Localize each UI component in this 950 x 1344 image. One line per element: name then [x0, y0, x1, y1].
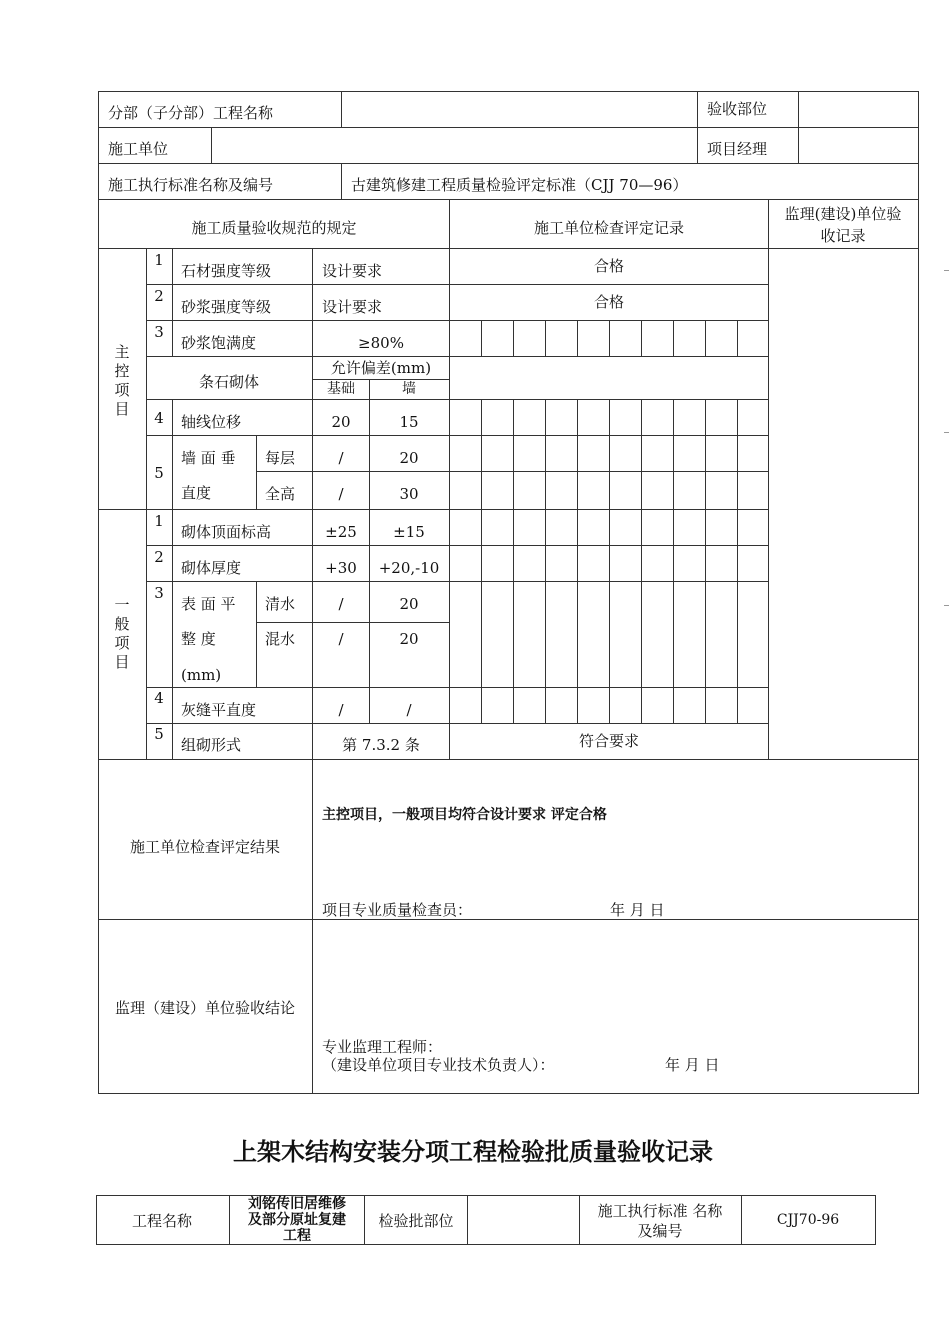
per-floor-wall: 20	[399, 449, 419, 467]
main-item-3-name: 砂浆饱满度	[181, 334, 257, 352]
general-item-2-name: 砌体厚度	[181, 559, 242, 577]
foundation-label: 基础	[327, 381, 355, 397]
next-standard-label-line1: 施工执行标准 名称	[597, 1202, 723, 1220]
per-floor-label: 每层	[265, 449, 296, 467]
supervision-header-line1: 监理(建设)单位验	[784, 205, 902, 223]
general-item-5-req: 第 7.3.2 条	[342, 736, 420, 754]
main-item-4-wall: 15	[399, 413, 419, 431]
general-item-1-wall: ±15	[393, 523, 425, 541]
general-item-5-name: 组砌形式	[181, 736, 242, 754]
general-item-3-name-line2: 整 度	[181, 630, 216, 648]
check-record-column-header: 施工单位检查评定记录	[533, 219, 685, 237]
wall-label: 墙	[402, 381, 416, 397]
result-text: 主控项目，一般项目均符合设计要求 评定合格	[322, 807, 607, 823]
main-item-1-name: 石材强度等级	[181, 262, 272, 280]
general-item-1-no: 1	[154, 512, 164, 530]
main-item-4-foundation: 20	[331, 413, 351, 431]
main-item-1-no: 1	[154, 251, 164, 269]
result-date: 年 月 日	[610, 901, 665, 919]
main-item-2-result: 合格	[593, 293, 625, 311]
main-group-label: 主控项目	[114, 343, 130, 418]
general-item-5-no: 5	[154, 725, 164, 743]
main-item-3-req: ≥80%	[358, 334, 404, 352]
next-standard-label-line2: 及编号	[637, 1222, 683, 1240]
conclusion-date: 年 月 日	[665, 1056, 720, 1074]
general-item-1-name: 砌体顶面标高	[181, 523, 272, 541]
next-project-value-line2: 及部分原址复建	[248, 1212, 346, 1228]
general-item-3-name-line1: 表 面 平	[181, 595, 236, 613]
next-project-value-line3: 工程	[283, 1228, 311, 1244]
clear-water-label: 清水	[265, 595, 296, 613]
conclusion-label: 监理（建设）单位验收结论	[114, 999, 296, 1017]
full-height-foundation: /	[338, 485, 344, 503]
general-item-4-no: 4	[154, 689, 164, 707]
per-floor-foundation: /	[338, 449, 344, 467]
clear-water-foundation: /	[338, 595, 344, 613]
main-item-4-no: 4	[154, 409, 164, 427]
general-item-4-foundation: /	[338, 701, 344, 719]
general-item-1-foundation: ±25	[325, 523, 357, 541]
main-item-1-result: 合格	[593, 257, 625, 275]
standard-label: 施工执行标准名称及编号	[108, 176, 274, 194]
tolerance-label: 允许偏差(mm)	[330, 359, 432, 377]
standard-value: 古建筑修建工程质量检验评定标准（CJJ 70—96）	[351, 176, 688, 194]
general-item-2-wall: +20,-10	[378, 559, 440, 577]
acceptance-part-label: 验收部位	[707, 100, 768, 118]
inspector-label: 项目专业质量检查员：	[322, 901, 473, 919]
next-batch-label: 检验批部位	[378, 1212, 454, 1230]
main-item-3-no: 3	[154, 323, 164, 341]
general-item-3-name-line3: (mm)	[181, 666, 222, 684]
general-item-2-foundation: +30	[325, 559, 357, 577]
general-item-2-no: 2	[154, 548, 164, 566]
project-manager-label: 项目经理	[707, 140, 768, 158]
main-item-4-name: 轴线位移	[181, 413, 242, 431]
full-height-wall: 30	[399, 485, 419, 503]
next-form-title: 上架木结构安装分项工程检验批质量验收记录	[233, 1138, 713, 1166]
general-item-4-name: 灰缝平直度	[181, 701, 257, 719]
full-height-label: 全高	[265, 485, 296, 503]
engineer-label: 专业监理工程师：	[322, 1038, 443, 1056]
mixed-water-wall: 20	[399, 630, 419, 648]
owner-label: （建设单位项目专业技术负责人）：	[322, 1056, 555, 1074]
main-item-1-req: 设计要求	[322, 262, 383, 280]
supervision-header-line2: 收记录	[820, 227, 866, 245]
construction-unit-label: 施工单位	[108, 140, 169, 158]
result-label: 施工单位检查评定结果	[129, 838, 281, 856]
main-item-5-no: 5	[154, 464, 164, 482]
spec-column-header: 施工质量验收规范的规定	[191, 219, 357, 237]
general-item-4-wall: /	[406, 701, 412, 719]
mixed-water-label: 混水	[265, 630, 296, 648]
strip-stone-label: 条石砌体	[198, 373, 260, 391]
main-item-2-req: 设计要求	[322, 298, 383, 316]
general-group-label: 一般项目	[114, 596, 130, 671]
next-standard-value: CJJ70-96	[776, 1212, 840, 1228]
next-project-value-line1: 刘铭传旧居维修	[248, 1196, 346, 1212]
project-name-label: 分部（子分部）工程名称	[108, 104, 274, 122]
main-item-2-no: 2	[154, 287, 164, 305]
clear-water-wall: 20	[399, 595, 419, 613]
main-item-5-name-line2: 直度	[181, 484, 212, 502]
main-item-2-name: 砂浆强度等级	[181, 298, 272, 316]
next-project-label: 工程名称	[131, 1212, 193, 1230]
mixed-water-foundation: /	[338, 630, 344, 648]
main-item-5-name-line1: 墙 面 垂	[181, 449, 236, 467]
general-item-3-no: 3	[154, 584, 164, 602]
general-item-5-result: 符合要求	[578, 732, 640, 750]
